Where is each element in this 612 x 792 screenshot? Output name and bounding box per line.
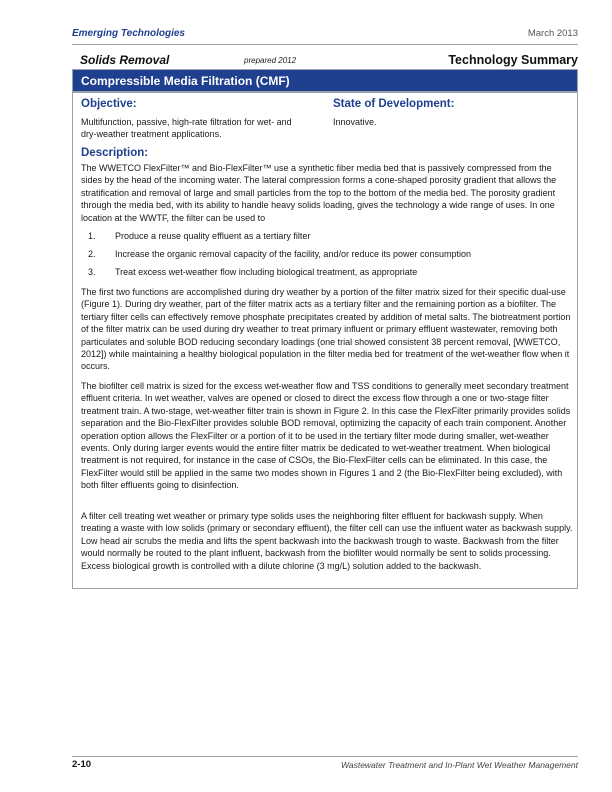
list-number: 3.	[88, 267, 96, 277]
title-bar	[73, 70, 577, 93]
brand-title: Emerging Technologies	[72, 28, 185, 39]
category-label: Solids Removal	[80, 53, 170, 67]
list-text: Increase the organic removal capacity of the facility, and/or reduce its power consumption	[115, 249, 472, 259]
paragraph-3: The biofilter cell matrix is sized for the excess wet-weather flow and TSS conditions to generally meet secondary treatment effluent criteria. In wet weather, valves are opened or closed to direct the excess flow through a one or two-stage filter treatment train. A two-stage, wet-weather filter train is shown in Figure 2. In this case the FlexFilter primarily provides solids separation and the Bio-FlexFilter provides soluble BOD removal, optimizing the capacity of each train component. Another operation option allows the FlexFilter or a portion of it to be used in the tertiary filter mode during smaller, wet-weather events. Only during larger events would the entire filter matrix be dedicated to wet-weather treatment. When biological treatment is not required, for instance in the case of CSOs, the Bio-FlexFilter cells can be eliminated. In this case, the FlexFilter would still be applied in the same two modes shown in Figures 1 and 2 (the Bio-FlexFilter being excluded), with both filter effluents going to disinfection.	[81, 381, 571, 491]
header-divider	[72, 44, 578, 45]
objective-heading: Objective:	[81, 98, 137, 110]
list-text: Treat excess wet-weather flow including biological treatment, as appropriate	[115, 267, 418, 277]
page-title: Compressible Media Filtration (CMF)	[81, 74, 290, 88]
paragraph-4: A filter cell treating wet weather or primary type solids uses the neighboring filter effluent for backwash supply. When treating a waste with low solids (primary or secondary effluent), the filter cell can use the influent water as backwash supply. Low head air scrubs the media and lifts the spent backwash into the backwash trough to waste. Backwash from the filter would normally be routed to the plant influent, backwash from the biofilter would normally be sent to solids processing. Excess biological growth is controlled with a dilute chlorine (3 mg/L) solution added to the backwash.	[81, 511, 573, 571]
state-text: Innovative.	[333, 117, 377, 127]
state-heading: State of Development:	[333, 98, 455, 110]
objective-text: Multifunction, passive, high-rate filtration for wet- and dry-weather treatment applications.	[81, 117, 292, 140]
description-intro	[81, 162, 575, 224]
list-number: 2.	[88, 249, 96, 259]
paragraph-2: The first two functions are accomplished during dry weather by a portion of the filter matrix sized for their specific dual-use (Figure 1). During dry weather, part of the filter matrix acts as a tertiary filter and the remaining portion as a biofilter. The tertiary filter cells can effectively remove phosphate precipitates created by addition of metal salts. The biotreatment portion of the filter matrix can be used during dry weather to treat primary influent or primary effluent wastewater, removing both particulates and soluble BOD reducing secondary loadings (one trial showed consistent 38 percent removal, [WWETCO, 2012]) while maintaining a healthy biological population in the filter media bed for treatment of the wet-weather flow when it occurs.	[81, 287, 571, 372]
subheader	[80, 53, 578, 69]
description-heading: Description:	[81, 147, 149, 159]
function-list	[88, 231, 568, 281]
page-header	[72, 28, 578, 44]
summary-box	[72, 69, 578, 589]
book-title: Wastewater Treatment and In-Plant Wet Weather Management	[340, 760, 578, 770]
footer-divider	[72, 756, 578, 757]
list-number: 1.	[88, 231, 96, 241]
intro-paragraph: The WWETCO FlexFilter™ and Bio-FlexFilter™ use a synthetic fiber media bed that is passively compressed from the sides by the head of the incoming water. The lateral compression forms a cone-shaped porosity gradient that allows the stratification and removal of large and small particles from the top to the bottom of the media bed. The porosity gradient through the media bed, with its ability to handle heavy solids loading, gives the technology a wide range of uses. In one location at the WWTF, the filter can be used to	[81, 163, 557, 223]
technology-summary-label: Technology Summary	[448, 53, 578, 67]
list-text: Produce a reuse quality effluent as a tertiary filter	[115, 231, 311, 241]
header-date: March 2013	[527, 28, 578, 39]
page-number: 2-10	[72, 759, 92, 770]
prepared-note: prepared 2012	[244, 56, 297, 65]
